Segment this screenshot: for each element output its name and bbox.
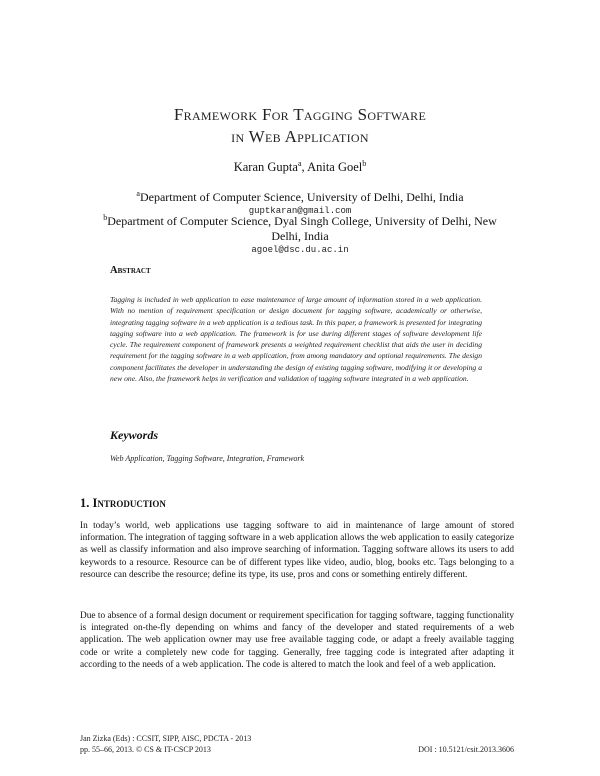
- affiliation-b-sup: b: [103, 213, 108, 222]
- keywords-text: Web Application, Tagging Software, Integration, Framework: [110, 454, 305, 463]
- affiliation-a-text: Department of Computer Science, University of Delhi, Delhi, India: [139, 190, 464, 204]
- page-footer: [80, 733, 514, 755]
- affiliation-b-email[interactable]: agoel@dsc.du.ac.in: [251, 245, 349, 255]
- affiliation-a: [100, 190, 500, 217]
- affiliation-a-sup: a: [136, 189, 140, 198]
- section-heading: 1. Introduction: [80, 496, 166, 510]
- author-sep: ,: [301, 160, 308, 174]
- affiliation-a-email[interactable]: guptkaran@gmail.com: [248, 206, 352, 216]
- keywords-heading: Keywords: [110, 428, 158, 442]
- author-2: Anita Goel: [307, 160, 363, 174]
- author-2-sup: b: [362, 158, 367, 168]
- paper-title: [60, 104, 540, 148]
- abstract-heading: Abstract: [110, 265, 151, 276]
- authors: [60, 160, 540, 175]
- affiliation-b-text: Department of Computer Science, Dyal Singh College, University of Delhi, New Delhi, India: [107, 214, 497, 243]
- paragraph-2: Due to absence of a formal design document or requirement specification for tagging software, tagging functionality is integrated on-the-fly depending on whims and fancy of the developer and stated requirements of a web application. The web application owner may use free available tagging code, or adapt a freely available tagging code or write a completely new code for tagging. Generally, free tagging code is integrated after adapting it according to the needs of a web application. The code is altered to match the look and feel of a web application.: [80, 611, 514, 670]
- abstract-text: Tagging is included in web application to ease maintenance of large amount of information stored in a web application. With no mention of requirement specification or design document for tagging software, academically or otherwise, integrating tagging software in a web application is a tedious task. In this paper, a framework is presented for integrating tagging software into a web application. The framework is for use during different stages of software development life cycle. The requirement component of framework presents a weighted requirement checklist that aids the user in deciding requirement for the tagging software in a web application, from among mandatory and optional requirements. The design component facilitates the developer in understanding the design of existing tagging software, modifying it or developing a new one. Also, the framework helps in verification and validation of tagging software integrated in a web application.: [110, 295, 482, 384]
- author-1: Karan Gupta: [233, 160, 298, 174]
- title-line-1: Framework For Tagging Software: [173, 105, 427, 124]
- footer-doi[interactable]: DOI : 10.5121/csit.2013.3606: [418, 745, 514, 754]
- paragraph-1: In today’s world, web applications use tagging software to aid in maintenance of large amount of stored information. The integration of tagging software in a web application allows the web application to easily categorize as well as classify information and also improve searching of information. Tagging software allows its users to add keywords to a resource. Resource can be of different types like video, audio, blog, books etc. Tags belonging to a resource can describe the resource; define its type, its use, pros and cons or something entirely different.: [80, 521, 514, 580]
- footer-line-2: pp. 55–66, 2013. © CS & IT-CSCP 2013: [80, 745, 211, 754]
- title-line-2: in Web Application: [231, 127, 369, 146]
- footer-line-1: Jan Zizka (Eds) : CCSIT, SIPP, AISC, PDCTA - 2013: [80, 734, 252, 743]
- affiliation-b: [90, 214, 510, 256]
- author-1-sup: a: [297, 158, 302, 168]
